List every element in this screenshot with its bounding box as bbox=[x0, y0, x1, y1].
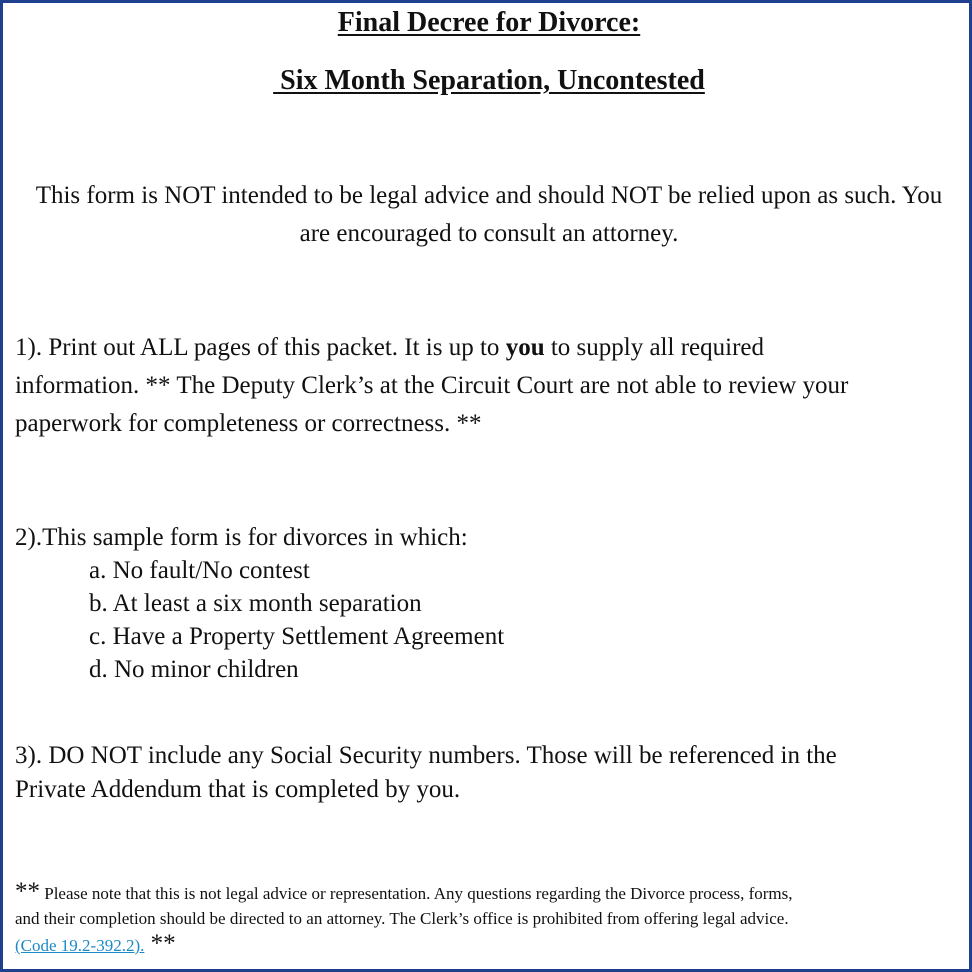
step-1-text-after: to supply all required bbox=[544, 334, 764, 361]
step-2-item-d: d. No minor children bbox=[89, 656, 299, 683]
footer-stars-open: ** bbox=[15, 878, 40, 905]
code-citation-link[interactable]: (Code 19.2-392.2). bbox=[15, 936, 145, 955]
step-1-paragraph bbox=[15, 329, 972, 443]
footer-stars-close: ** bbox=[144, 930, 176, 957]
footer-note-line-1 bbox=[15, 879, 965, 906]
legal-disclaimer: This form is NOT intended to be legal advice and should NOT be relied upon as such. You are encouraged to consult an attorney. bbox=[35, 182, 943, 247]
step-3-paragraph bbox=[15, 739, 972, 807]
step-3-line-2: Private Addendum that is completed by you. bbox=[15, 776, 461, 803]
footer-note-line-2: and their completion should be directed to an attorney. The Clerk’s office is prohibited from offering legal advice. bbox=[15, 909, 789, 928]
step-1-line-3: paperwork for completeness or correctness. ** bbox=[15, 410, 482, 437]
footer-note bbox=[15, 879, 965, 958]
step-3-line-1: 3). DO NOT include any Social Security numbers. Those will be referenced in the bbox=[15, 742, 837, 769]
document-subtitle: Six Month Separation, Uncontested bbox=[273, 65, 705, 96]
footer-note-line-3 bbox=[15, 931, 965, 958]
step-1-line-2: information. ** The Deputy Clerk’s at the Circuit Court are not able to review your bbox=[15, 372, 849, 399]
step-2-intro: 2).This sample form is for divorces in which: bbox=[15, 524, 468, 551]
step-1-line-1 bbox=[15, 329, 972, 367]
step-2-paragraph bbox=[15, 521, 972, 686]
step-2-item-a: a. No fault/No contest bbox=[89, 557, 310, 584]
step-1-text-before: 1). Print out ALL pages of this packet. It is up to bbox=[15, 334, 506, 361]
step-2-item-b: b. At least a six month separation bbox=[89, 590, 422, 617]
document-title: Final Decree for Divorce: bbox=[337, 7, 641, 38]
step-2-item-c: c. Have a Property Settlement Agreement bbox=[89, 623, 505, 650]
footer-note-text-1: Please note that this is not legal advice or representation. Any questions regarding the Divorce process, forms, bbox=[40, 884, 793, 903]
step-1-emphasis: you bbox=[505, 334, 545, 361]
